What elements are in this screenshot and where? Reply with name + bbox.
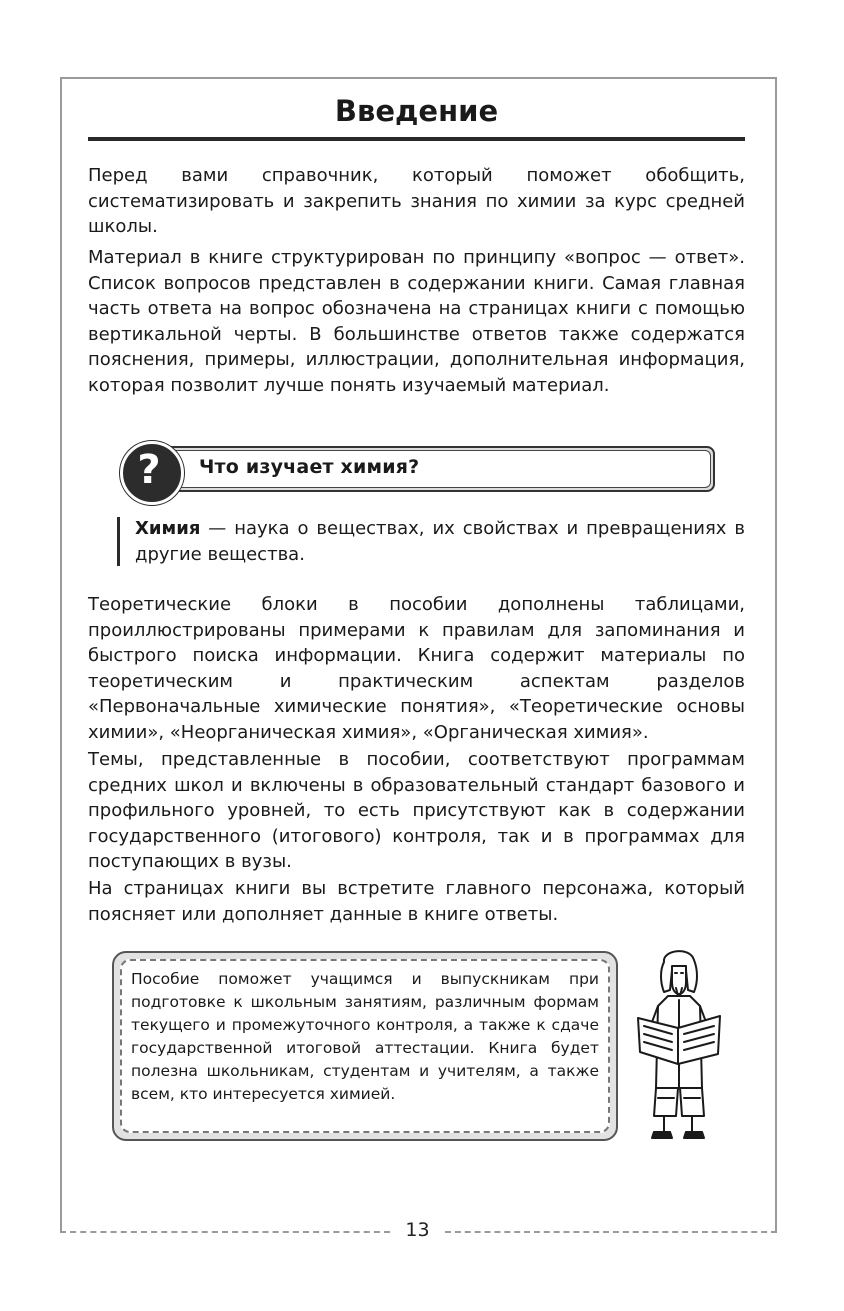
intro-paragraph-2: Материал в книге структурирован по принципу «вопрос — ответ». Список вопросов представлен в содержании книги. Самая главная часть ответа на вопрос обозначена на страницах книги с помощью вертикальной черты. В большинстве ответов также содержатся пояснения, примеры, иллюстрации, дополнительная информация, которая позволит лучше понять изучаемый материал.	[88, 247, 745, 396]
page-frame-top	[60, 77, 777, 79]
body-paragraph-3: Теоретические блоки в пособии дополнены таблицами, проиллюстрированы примерами к правилам для запоминания и быстрого поиска информации. Книга содержит материалы по теоретическим и практическим аспектам разделов «Первоначальные химические понятия», «Теоретические основы химии», «Неорганическая химия», «Органическая химия».	[88, 594, 745, 743]
title-underline	[88, 137, 745, 141]
page-frame-bottom-left	[60, 1231, 390, 1233]
question-mark-glyph: ?	[137, 447, 161, 493]
page-title: Введение	[334, 94, 499, 128]
page-frame-left	[60, 77, 62, 1233]
answer-marker-bar	[117, 517, 120, 566]
definition-text: — наука о веществах, их свойствах и превращениях в другие вещества.	[135, 518, 745, 565]
scientist-reading-book-icon	[628, 948, 728, 1144]
note-text: Пособие поможет учащимся и выпускникам при подготовке к школьным занятиям, различным формам текущего и промежуточного контроля, а также к сдаче государственной итоговой аттестации. Книга будет полезна школьникам, студентам и учителям, а также всем, кто интересуется химией.	[131, 970, 599, 1103]
intro-paragraph-1: Перед вами справочник, который поможет обобщить, систематизировать и закрепить знания по химии за курс средней школы.	[88, 165, 745, 237]
page-frame-bottom-right	[445, 1231, 777, 1233]
body-paragraph-5: На страницах книги вы встретите главного персонажа, который поясняет или дополняет данные в книге ответы.	[88, 878, 745, 925]
body-paragraph-4: Темы, представленные в пособии, соответствуют программам средних школ и включены в образовательный стандарт базового и профильного уровней, то есть присутствуют как в содержании государственного (итогового) контроля, так и в программах для поступающих в вузы.	[88, 749, 745, 872]
page-frame-right	[775, 77, 777, 1233]
page-number: 13	[405, 1219, 430, 1241]
question-text: Что изучает химия?	[199, 456, 420, 478]
definition-paragraph	[135, 516, 745, 567]
definition-term: Химия	[135, 518, 201, 539]
